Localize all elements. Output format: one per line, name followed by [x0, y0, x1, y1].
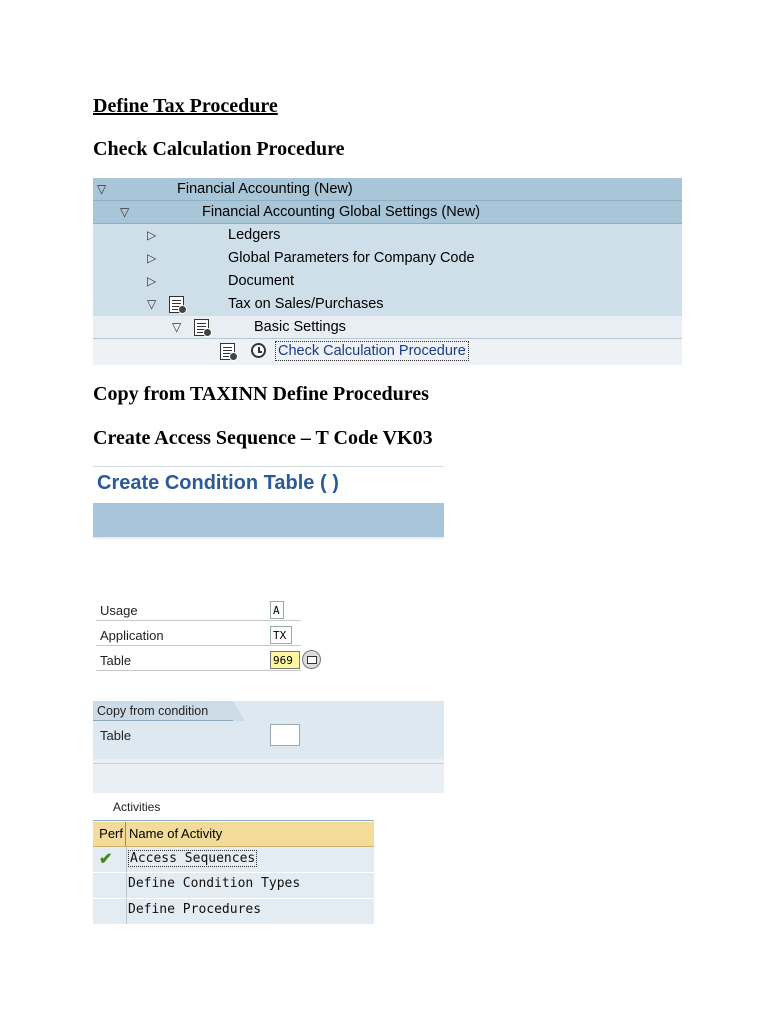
screen-footer — [93, 763, 444, 793]
name-column-header[interactable]: Name of Activity — [129, 826, 223, 841]
collapse-triangle-icon[interactable]: ▽ — [172, 320, 182, 334]
tree-node-label[interactable]: Check Calculation Procedure — [275, 341, 469, 361]
perf-column-header[interactable]: Perf — [93, 822, 126, 846]
field-underline — [96, 645, 301, 646]
define-tax-procedure-heading: Define Tax Procedure — [93, 95, 278, 117]
usage-field[interactable]: A — [270, 601, 284, 619]
field-underline — [96, 670, 301, 671]
copy-from-condition-group — [93, 701, 444, 759]
copy-from-condition-label: Copy from condition — [93, 701, 233, 721]
tree-node-global-settings[interactable] — [93, 201, 682, 224]
expand-triangle-icon[interactable]: ▷ — [147, 274, 157, 288]
search-help-icon[interactable] — [302, 650, 321, 669]
activities-title: Activities — [113, 800, 161, 814]
copy-table-label: Table — [100, 728, 132, 743]
tree-node-label: Document — [228, 273, 295, 289]
tree-node-label: Basic Settings — [254, 319, 346, 335]
copy-from-taxinn-heading: Copy from TAXINN Define Procedures — [93, 383, 429, 405]
activities-list — [93, 800, 374, 917]
column-divider — [126, 899, 127, 924]
tree-node-check-calculation[interactable] — [93, 339, 682, 365]
selection-area — [93, 539, 444, 701]
tree-node-financial-accounting[interactable] — [93, 178, 682, 201]
img-document-icon[interactable] — [169, 296, 184, 313]
activities-title-bar — [93, 800, 374, 821]
img-document-icon[interactable] — [220, 343, 235, 360]
application-field[interactable]: TX — [270, 626, 292, 644]
img-tree — [93, 178, 682, 365]
img-document-icon[interactable] — [194, 319, 209, 336]
collapse-triangle-icon[interactable]: ▽ — [97, 182, 107, 196]
tree-node-tax-on-sales[interactable] — [93, 293, 682, 316]
performed-check-icon: ✔ — [99, 851, 113, 868]
tree-node-ledgers[interactable] — [93, 224, 682, 247]
tree-node-label: Tax on Sales/Purchases — [228, 296, 384, 312]
application-label: Application — [100, 628, 164, 643]
create-access-sequence-heading: Create Access Sequence – T Code VK03 — [93, 427, 433, 449]
collapse-triangle-icon[interactable]: ▽ — [147, 297, 157, 311]
activities-header-row — [93, 822, 374, 847]
check-calculation-procedure-heading: Check Calculation Procedure — [93, 138, 345, 160]
create-condition-table-screen — [93, 466, 444, 792]
screen-title: Create Condition Table ( ) — [97, 472, 339, 494]
tree-node-label: Financial Accounting Global Settings (New) — [202, 204, 481, 220]
collapse-triangle-icon[interactable]: ▽ — [120, 205, 130, 219]
screen-title-bar — [93, 467, 444, 503]
application-toolbar — [93, 503, 444, 537]
column-divider — [126, 847, 127, 872]
tree-node-label: Financial Accounting (New) — [177, 181, 353, 197]
tree-node-label: Global Parameters for Company Code — [228, 250, 475, 266]
activity-name[interactable]: Define Condition Types — [128, 876, 301, 891]
tree-node-global-parameters[interactable] — [93, 247, 682, 270]
copy-table-field[interactable] — [270, 724, 300, 746]
activity-name[interactable]: Access Sequences — [130, 851, 256, 866]
tree-node-document[interactable] — [93, 270, 682, 293]
activity-row-define-condition-types[interactable] — [93, 873, 374, 899]
column-divider — [126, 873, 127, 898]
execute-clock-icon[interactable] — [251, 343, 266, 358]
table-label: Table — [100, 653, 132, 668]
activity-row-access-sequences[interactable] — [93, 847, 374, 873]
activity-row-define-procedures[interactable] — [93, 899, 374, 925]
expand-triangle-icon[interactable]: ▷ — [147, 228, 157, 242]
table-field[interactable]: 969 — [270, 651, 300, 669]
usage-label: Usage — [100, 603, 138, 618]
tree-node-label: Ledgers — [228, 227, 281, 243]
activity-name[interactable]: Define Procedures — [128, 902, 262, 917]
field-underline — [96, 620, 301, 621]
expand-triangle-icon[interactable]: ▷ — [147, 251, 157, 265]
tree-node-basic-settings[interactable] — [93, 316, 682, 339]
